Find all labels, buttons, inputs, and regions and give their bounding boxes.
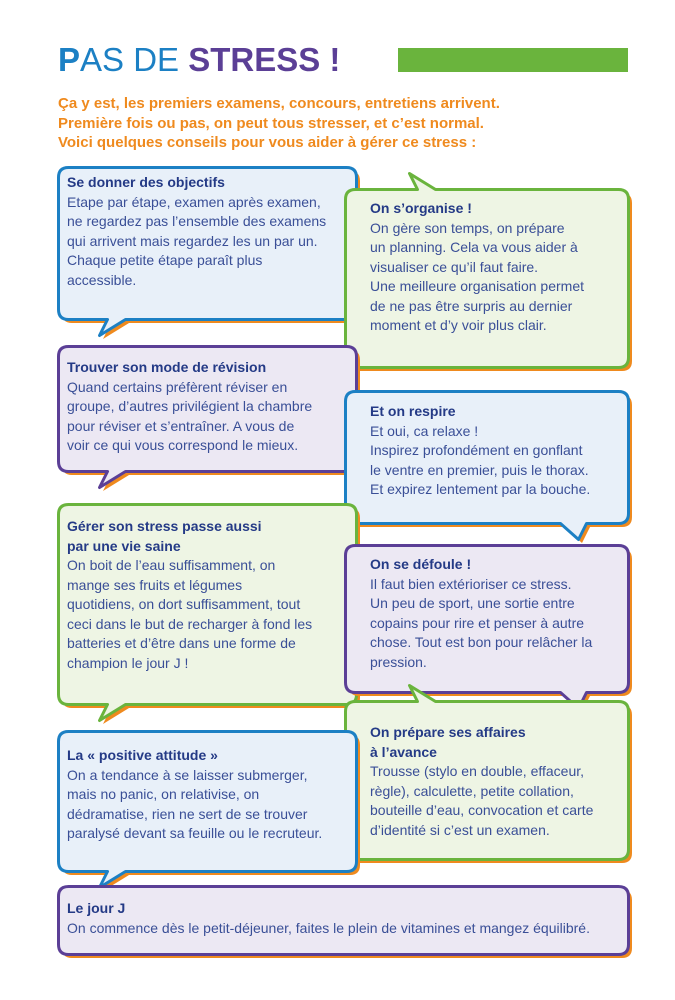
tip-heading — [370, 555, 592, 575]
tip-heading — [67, 746, 322, 766]
tip-body-line: pression. — [370, 653, 427, 670]
tip-heading-line: La « positive attitude » — [67, 747, 218, 763]
tip-body-line: Il faut bien extérioriser ce stress. — [370, 575, 572, 592]
title-initial: P — [58, 41, 81, 78]
tip-body-line: pour réviser et s’entraîner. A vous de — [67, 417, 295, 434]
tip-text — [370, 199, 584, 336]
tip-respire — [344, 390, 627, 522]
tip-body — [67, 766, 322, 844]
tip-body-line: de ne pas être surpris au dernier — [370, 297, 573, 314]
tip-heading-line: par une vie saine — [67, 537, 181, 554]
tip-vie-saine — [57, 503, 355, 703]
tip-body-line: moment et d’y voir plus clair. — [370, 317, 547, 333]
tip-body-line: Etape par étape, examen après examen, — [67, 193, 321, 210]
tip-organise — [344, 188, 627, 366]
tip-body-line: voir ce qui vous correspond le mieux. — [67, 437, 299, 453]
tip-text — [67, 746, 322, 844]
tip-body-line: Chaque petite étape paraît plus — [67, 252, 263, 268]
tip-heading — [370, 199, 584, 219]
tip-body-line: batteries et d’être dans une forme de — [67, 635, 296, 651]
tip-heading-line: On s’organise ! — [370, 200, 472, 216]
tip-heading — [67, 899, 590, 919]
tip-defoule — [344, 544, 627, 691]
tip-body-line: Et oui, ca relaxe ! — [370, 422, 479, 439]
tip-heading-line: Se donner des objectifs — [67, 174, 225, 190]
tip-heading — [370, 402, 590, 422]
tip-body-line: ceci dans le but de recharger à fond les — [67, 615, 313, 632]
tip-body-line: groupe, d’autres privilégient la chambre — [67, 398, 313, 414]
tip-body-line: d’identité si c’est un examen. — [370, 821, 550, 838]
intro-line: Ça y est, les premiers examens, concours, entretiens arrivent. — [58, 95, 500, 112]
tip-body-line: accessible. — [67, 271, 137, 288]
intro-line: Voici quelques conseils pour vous aider à gérer ce stress : — [58, 134, 477, 151]
tip-body-line: paralysé devant sa feuille ou le recruteur. — [67, 825, 323, 841]
tip-body-line: chose. Tout est bon pour relâcher la — [370, 634, 593, 650]
tip-heading-line: Et on respire — [370, 403, 456, 419]
tip-heading-line: On se défoule ! — [370, 556, 472, 572]
tip-body-line: mange ses fruits et légumes — [67, 576, 243, 593]
tip-revision — [57, 345, 355, 470]
tip-body-line: Quand certains préfèrent réviser en — [67, 378, 288, 395]
tip-heading-line: Le jour J — [67, 900, 126, 916]
tip-body-line: On boit de l’eau suffisamment, on — [67, 557, 276, 573]
tip-objectifs — [57, 166, 355, 318]
intro-line: Première fois ou pas, on peut tous stresser, et c’est normal. — [58, 114, 484, 132]
tip-heading-line: Gérer son stress passe aussi — [67, 518, 262, 534]
intro-text — [58, 94, 618, 153]
tip-body-line: bouteille d’eau, convocation et carte — [370, 802, 594, 818]
tip-heading-line: à l’avance — [370, 743, 437, 760]
tip-text — [370, 723, 593, 840]
title-decoration-bar — [398, 48, 628, 72]
tip-heading-line: On prépare ses affaires — [370, 724, 526, 740]
tip-heading — [67, 358, 312, 378]
tip-body — [370, 219, 584, 336]
page-title — [58, 40, 340, 80]
tip-body-line: On a tendance à se laisser submerger, — [67, 766, 308, 783]
tip-heading-line: Trouver son mode de révision — [67, 359, 267, 375]
tip-body-line: règle), calculette, petite collation, — [370, 782, 574, 799]
tip-body — [370, 575, 592, 673]
tip-text — [370, 555, 592, 672]
tip-text — [67, 899, 590, 938]
title-stress: STRESS ! — [188, 41, 341, 78]
tip-body-line: mais no panic, on relativise, on — [67, 786, 260, 802]
tip-body-line: Un peu de sport, une sortie entre — [370, 595, 575, 611]
tip-affaires — [344, 700, 627, 858]
tip-body — [67, 919, 590, 939]
tip-body-line: Et expirez lentement par la bouche. — [370, 481, 591, 497]
tip-body-line: champion le jour J ! — [67, 654, 189, 671]
tip-body — [370, 422, 590, 500]
tip-heading — [67, 517, 312, 556]
tip-body-line: dédramatise, rien ne sert de se trouver — [67, 805, 308, 822]
tip-heading — [370, 723, 593, 762]
tip-body-line: ne regardez pas l’ensemble des examens — [67, 213, 327, 229]
tip-body-line: Inspirez profondément en gonflant — [370, 442, 583, 458]
tip-positive-attitude — [57, 730, 355, 870]
tip-body-line: On commence dès le petit-déjeuner, faites le plein de vitamines et mangez équilibré. — [67, 919, 590, 936]
tip-body-line: Trousse (stylo en double, effaceur, — [370, 763, 585, 779]
tip-body-line: Une meilleure organisation permet — [370, 278, 584, 294]
tip-jour-j — [57, 885, 627, 953]
tip-text — [67, 517, 312, 673]
tip-body-line: un planning. Cela va vous aider à — [370, 239, 578, 255]
tip-text — [370, 402, 590, 500]
tip-text — [67, 358, 312, 456]
title-prefix: AS DE — [80, 41, 189, 78]
tip-text — [67, 173, 326, 290]
tip-body-line: copains pour rire et penser à autre — [370, 614, 585, 631]
tip-body-line: visualiser ce qu’il faut faire. — [370, 258, 539, 275]
tip-body-line: On gère son temps, on prépare — [370, 219, 565, 236]
tip-body — [67, 378, 312, 456]
tip-body — [67, 556, 312, 673]
tip-body-line: quotidiens, on dort suffisamment, tout — [67, 596, 301, 612]
tip-body-line: qui arrivent mais regardez les un par un. — [67, 232, 318, 249]
tip-body — [67, 193, 326, 291]
tip-body-line: le ventre en premier, puis le thorax. — [370, 461, 589, 478]
tip-heading — [67, 173, 326, 193]
tip-body — [370, 762, 593, 840]
